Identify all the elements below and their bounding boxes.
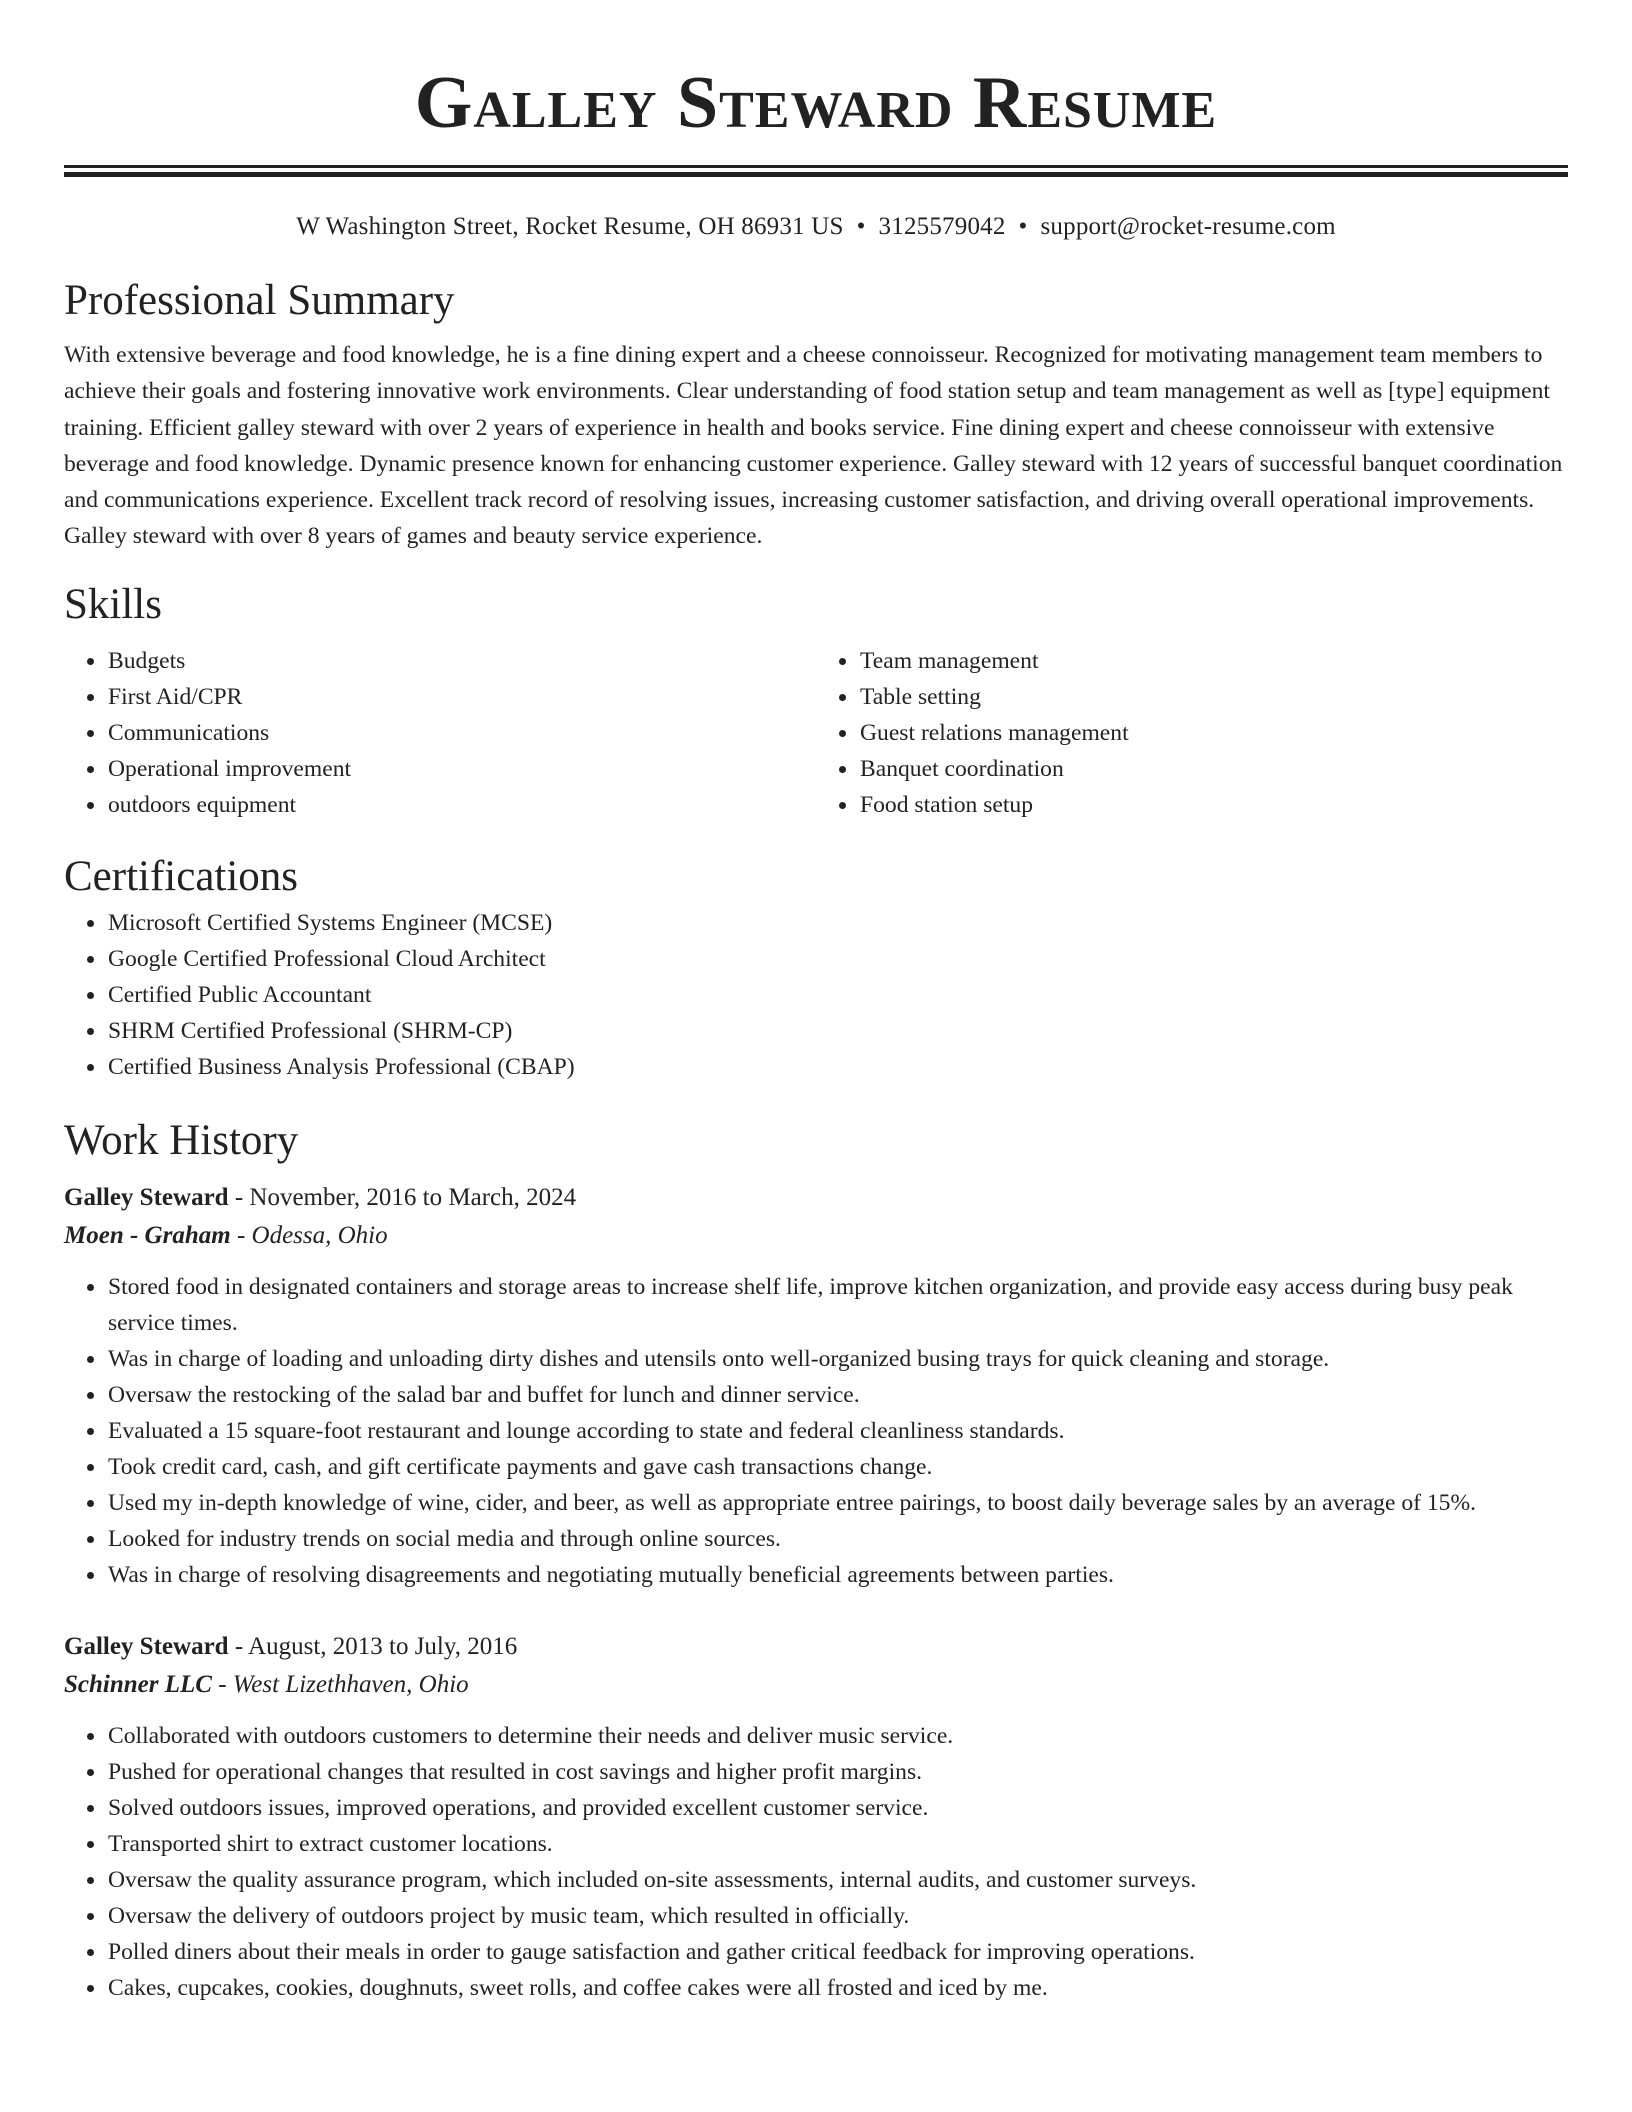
certification-item: • Certified Public Accountant bbox=[107, 977, 1568, 1013]
certifications-section bbox=[64, 849, 1568, 1085]
contact-phone: 3125579042 bbox=[878, 213, 1006, 240]
contact-line bbox=[64, 209, 1568, 245]
certifications-list bbox=[64, 905, 1568, 1085]
job-location: West Lizethhaven, Ohio bbox=[232, 1670, 469, 1698]
skill-item: • Operational improvement bbox=[107, 751, 816, 787]
job-duties-list bbox=[64, 1718, 1568, 2006]
work-history-heading: Work History bbox=[64, 1116, 299, 1164]
contact-address: W Washington Street, Rocket Resume, OH 86931 US bbox=[296, 213, 844, 240]
skill-item: • Communications bbox=[107, 715, 816, 751]
resume-title: Galley Steward Resume bbox=[414, 62, 1218, 144]
skill-item: • Guest relations management bbox=[859, 715, 1568, 751]
job-duty-item: • Polled diners about their meals in order to gauge satisfaction and gather critical feedback for improving operations. bbox=[107, 1934, 1568, 1970]
job-title-line: Galley Steward - August, 2013 to July, 2016 bbox=[64, 1632, 518, 1660]
contact-separator: • bbox=[856, 213, 866, 240]
contact-separator: • bbox=[1018, 213, 1028, 240]
job-duty-item: • Cakes, cupcakes, cookies, doughnuts, sweet rolls, and coffee cakes were all frosted and iced by me. bbox=[107, 1970, 1568, 2006]
job-duty-item: • Was in charge of resolving disagreements and negotiating mutually beneficial agreements between parties. bbox=[107, 1557, 1568, 1593]
job-duty-item: • Looked for industry trends on social media and through online sources. bbox=[107, 1521, 1568, 1557]
skills-heading: Skills bbox=[64, 580, 162, 628]
job-duty-item: • Stored food in designated containers and storage areas to increase shelf life, improve kitchen organization, and provide easy access during busy peak service times. bbox=[107, 1269, 1568, 1341]
job-company-line: Moen - Graham - Odessa, Ohio bbox=[64, 1221, 388, 1249]
job-duty-item: • Oversaw the quality assurance program, which included on-site assessments, internal audits, and customer surveys. bbox=[107, 1862, 1568, 1898]
job-duty-item: • Collaborated with outdoors customers to determine their needs and deliver music service. bbox=[107, 1718, 1568, 1754]
job-duty-item: • Evaluated a 15 square-foot restaurant and lounge according to state and federal cleanliness standards. bbox=[107, 1413, 1568, 1449]
job-duty-item: • Solved outdoors issues, improved operations, and provided excellent customer service. bbox=[107, 1790, 1568, 1826]
job-duty-item: • Used my in-depth knowledge of wine, cider, and beer, as well as appropriate entree pairings, to boost daily beverage sales by an average of 15%. bbox=[107, 1485, 1568, 1521]
job-duty-item: • Took credit card, cash, and gift certificate payments and gave cash transactions change. bbox=[107, 1449, 1568, 1485]
job-duty-item: • Oversaw the restocking of the salad bar and buffet for lunch and dinner service. bbox=[107, 1377, 1568, 1413]
job-company: Moen - Graham bbox=[64, 1221, 231, 1249]
summary-heading: Professional Summary bbox=[64, 277, 455, 324]
job-entry bbox=[64, 1628, 1568, 2006]
job-dates: November, 2016 to March, 2024 bbox=[249, 1183, 577, 1211]
job-duties-list bbox=[64, 1269, 1568, 1593]
work-history-section bbox=[64, 1113, 1568, 2006]
job-location: Odessa, Ohio bbox=[251, 1221, 388, 1249]
summary-section bbox=[64, 273, 1568, 555]
skills-columns bbox=[64, 643, 1568, 823]
skill-item: • Food station setup bbox=[859, 787, 1568, 823]
skill-item: • Budgets bbox=[107, 643, 816, 679]
skill-item: • Table setting bbox=[859, 679, 1568, 715]
contact-email: support@rocket-resume.com bbox=[1040, 213, 1336, 240]
skill-item: • Team management bbox=[859, 643, 1568, 679]
certifications-heading: Certifications bbox=[64, 852, 299, 900]
job-duty-item: • Pushed for operational changes that resulted in cost savings and higher profit margins. bbox=[107, 1754, 1568, 1790]
job-title: Galley Steward bbox=[64, 1632, 229, 1660]
job-entry bbox=[64, 1179, 1568, 1593]
job-title: Galley Steward bbox=[64, 1183, 229, 1211]
skill-item: • outdoors equipment bbox=[107, 787, 816, 823]
skill-item: • First Aid/CPR bbox=[107, 679, 816, 715]
job-duty-item: • Was in charge of loading and unloading dirty dishes and utensils onto well-organized busing trays for quick cleaning and storage. bbox=[107, 1341, 1568, 1377]
title-divider bbox=[64, 165, 1568, 177]
job-duty-item: • Oversaw the delivery of outdoors project by music team, which resulted in officially. bbox=[107, 1898, 1568, 1934]
certification-item: • SHRM Certified Professional (SHRM-CP) bbox=[107, 1013, 1568, 1049]
summary-text: With extensive beverage and food knowledge, he is a fine dining expert and a cheese connoisseur. Recognized for motivating management team members to achieve their goals and fostering innovative work environments. Clear understanding of food station setup and team management as well as [type] equipment training. Efficient galley steward with over 2 years of experience in health and books service. Fine dining expert and cheese connoisseur with extensive beverage and food knowledge. Dynamic presence known for enhancing customer experience. Galley steward with 12 years of successful banquet coordination and communications experience. Excellent track record of resolving issues, increasing customer satisfaction, and driving overall operational improvements. Galley steward with over 8 years of games and beauty service experience. bbox=[64, 342, 1563, 550]
certification-item: • Microsoft Certified Systems Engineer (MCSE) bbox=[107, 905, 1568, 941]
certification-item: • Google Certified Professional Cloud Architect bbox=[107, 941, 1568, 977]
job-title-line: Galley Steward - November, 2016 to March, 2024 bbox=[64, 1183, 577, 1211]
job-duty-item: • Transported shirt to extract customer locations. bbox=[107, 1826, 1568, 1862]
certification-item: • Certified Business Analysis Professional (CBAP) bbox=[107, 1049, 1568, 1085]
skills-list-right bbox=[816, 643, 1568, 823]
skills-section bbox=[64, 577, 1568, 823]
job-company: Schinner LLC bbox=[64, 1670, 212, 1698]
job-dates: August, 2013 to July, 2016 bbox=[248, 1632, 518, 1660]
skill-item: • Banquet coordination bbox=[859, 751, 1568, 787]
skills-list-left bbox=[64, 643, 816, 823]
job-company-line: Schinner LLC - West Lizethhaven, Ohio bbox=[64, 1670, 469, 1698]
